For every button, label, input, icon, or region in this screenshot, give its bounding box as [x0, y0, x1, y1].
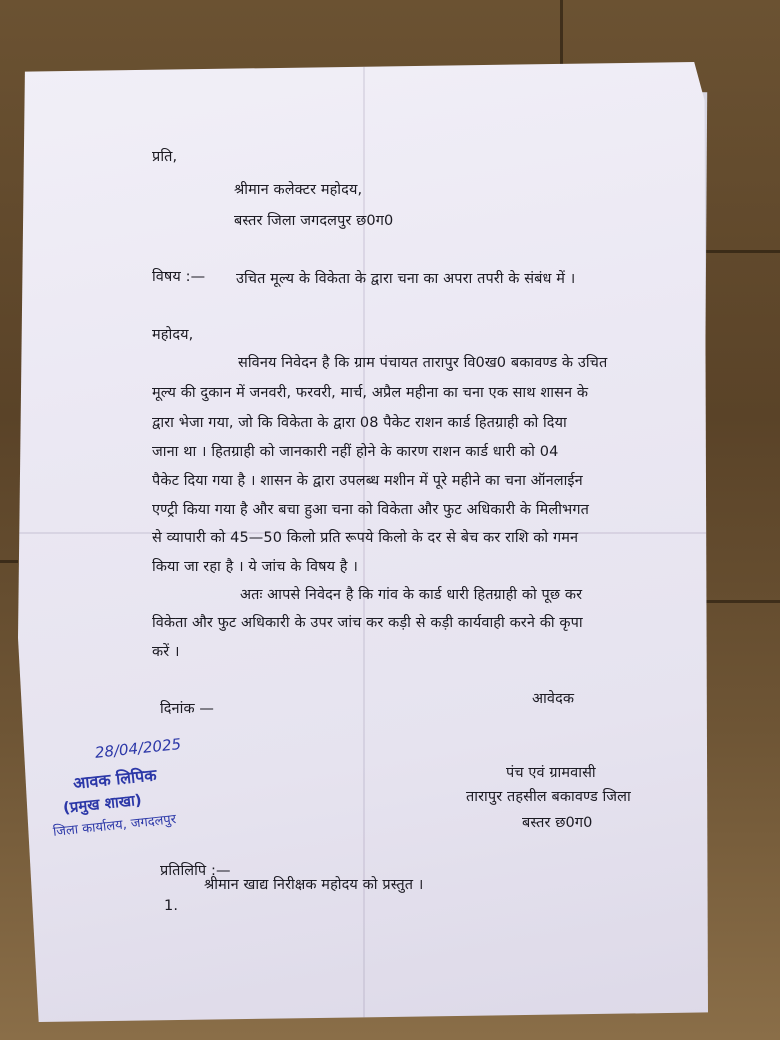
greeting: महोदय,: [152, 327, 194, 343]
stamp-date: 28/04/2025: [94, 734, 182, 762]
body-line: मूल्य की दुकान में जनवरी, फरवरी, मार्च, अप्रैल महीना का चना एक साथ शासन के: [152, 385, 589, 401]
stamp-line-2: (प्रमुख शाखा): [62, 790, 143, 817]
recipient-line-1: श्रीमान कलेक्टर महोदय,: [234, 182, 363, 198]
wood-plank-seam: [705, 600, 780, 603]
body-line: सविनय निवेदन है कि ग्राम पंचायत तारापुर वि0ख0 बकावण्ड के उचित: [238, 355, 608, 371]
body-line: से व्यापारी को 45—50 किलो प्रति रूपये किलो के दर से बेच कर राशि को गमन: [152, 530, 579, 546]
wood-plank-seam: [0, 560, 18, 563]
body-line: द्वारा भेजा गया, जो कि विकेता के द्वारा 08 पैकेट राशन कार्ड हितग्राही को दिया: [152, 415, 567, 431]
date-label: दिनांक —: [160, 701, 215, 717]
applicant-label: आवेदक: [532, 691, 575, 707]
body-line: पैकेट दिया गया है । शासन के द्वारा उपलब्ध मशीन में पूरे महीने का चना ऑनलाईन: [152, 473, 583, 489]
body-line: जाना था । हितग्राही को जानकारी नहीं होने के कारण राशन कार्ड धारी को 04: [152, 444, 559, 460]
subject-text: उचित मूल्य के विकेता के द्वारा चना का अपरा तपरी के संबंध में ।: [236, 271, 576, 287]
wood-plank-seam: [560, 0, 563, 70]
body-line: करें ।: [152, 644, 180, 660]
body-line: अतः आपसे निवेदन है कि गांव के कार्ड धारी हितग्राही को पूछ कर: [240, 587, 583, 603]
sender-line-3: बस्तर छ0ग0: [522, 815, 593, 831]
body-line: विकेता और फुट अधिकारी के उपर जांच कर कड़ी से कड़ी कार्यवाही करने की कृपा: [152, 615, 583, 631]
copy-item-text: श्रीमान खाद्य निरीक्षक महोदय को प्रस्तुत ।: [204, 877, 424, 893]
subject-label: विषय :—: [152, 269, 206, 285]
copy-item-number: 1.: [164, 898, 179, 914]
sender-line-1: पंच एवं ग्रामवासी: [506, 765, 596, 781]
body-line: एण्ट्री किया गया है और बचा हुआ चना को विकेता और फुट अधिकारी के मिलीभगत: [152, 502, 589, 518]
salutation-to: प्रति,: [152, 149, 178, 165]
copy-label: प्रतिलिपि :—: [160, 863, 231, 879]
body-line: किया जा रहा है । ये जांच के विषय है ।: [152, 559, 358, 575]
stamp-line-3: जिला कार्यालय, जगदलपुर: [52, 812, 177, 840]
sender-line-2: तारापुर तहसील बकावण्ड जिला: [466, 789, 631, 805]
stamp-line-1: आवक लिपिक: [72, 765, 158, 793]
wood-plank-seam: [705, 250, 780, 253]
recipient-line-2: बस्तर जिला जगदलपुर छ0ग0: [234, 213, 394, 229]
